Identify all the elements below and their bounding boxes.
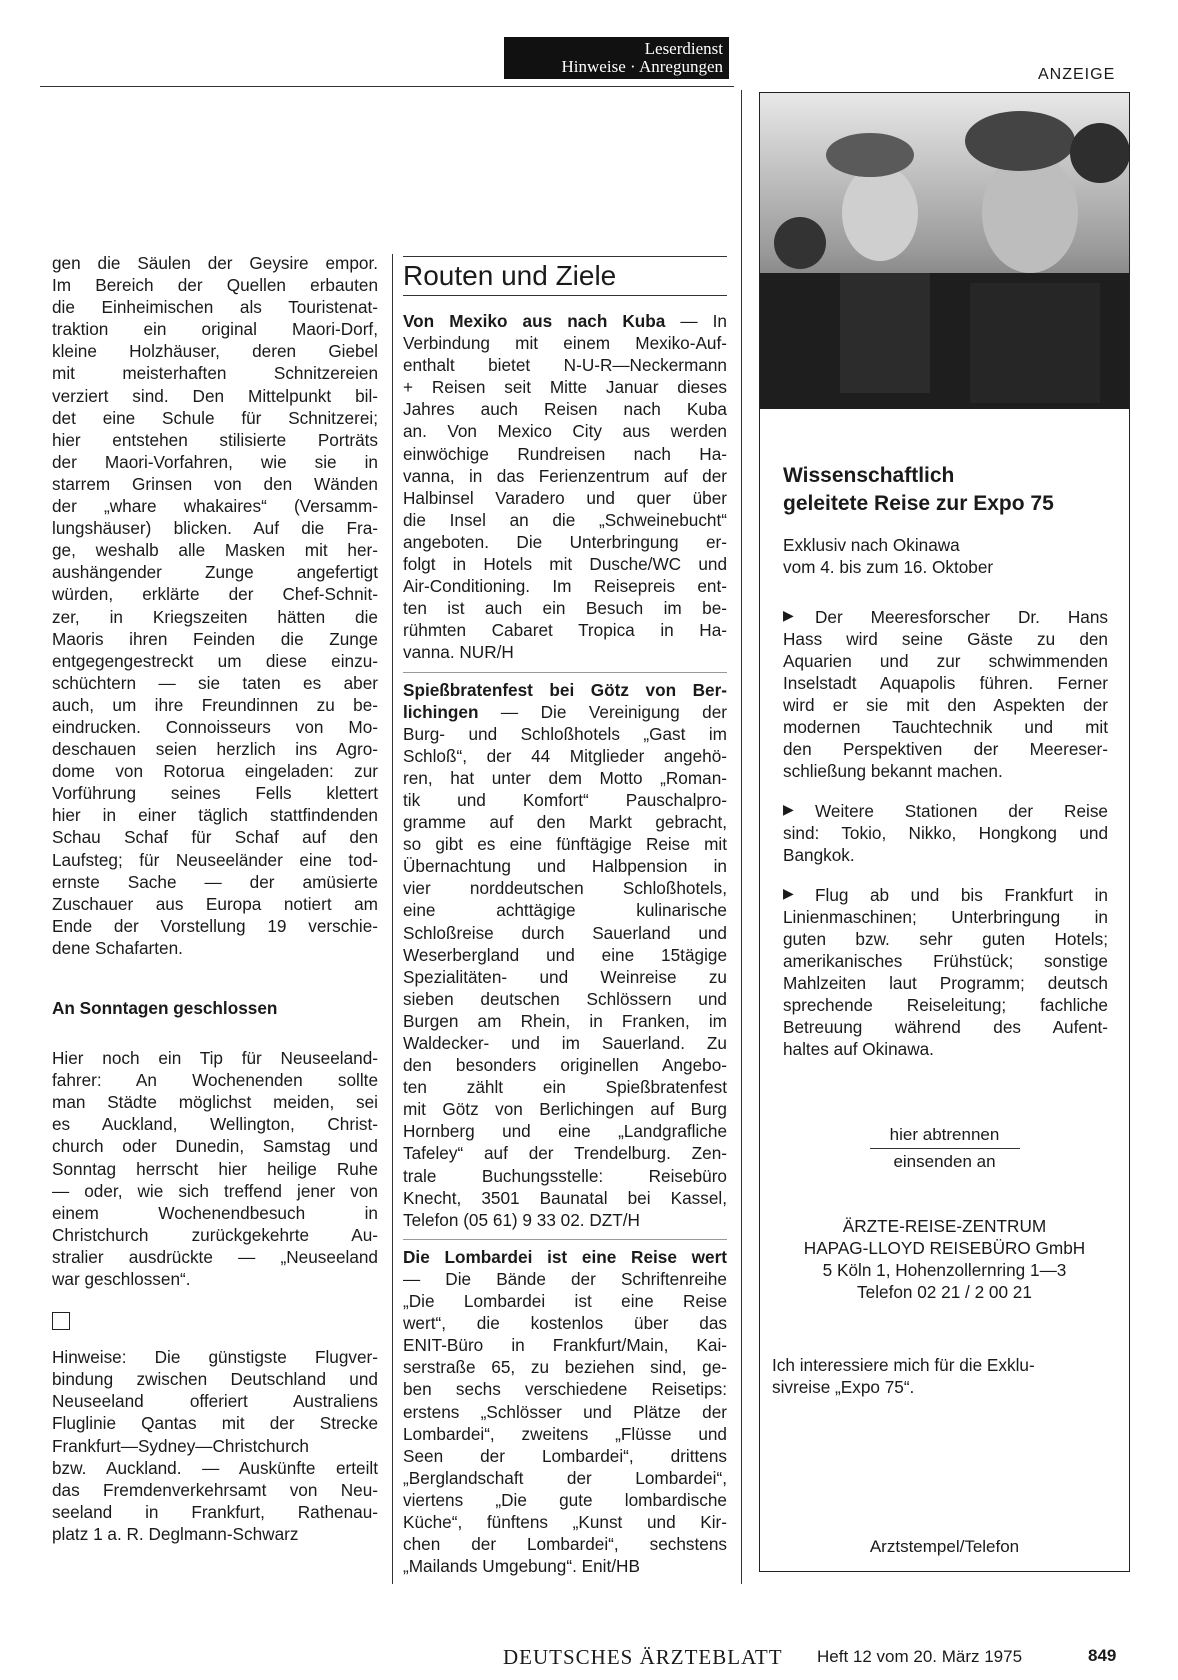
text-line: erstens „Schlösser und Plätze der bbox=[403, 1401, 727, 1422]
text-line: enthalt bietet N-U-R—Neckermann bbox=[403, 355, 727, 376]
text-line: platz 1 a. R. Deglmann-Schwarz bbox=[52, 1523, 299, 1544]
text-line: aushängender Zunge angefertigt bbox=[52, 562, 378, 583]
header-rule bbox=[40, 86, 734, 87]
text-line: Hornberg und eine „Landgrafliche bbox=[403, 1121, 727, 1142]
divers-photo-image bbox=[760, 93, 1129, 409]
text-line: traktion ein original Maori-Dorf, bbox=[52, 319, 378, 340]
text-line: Im Bereich der Quellen erbauten bbox=[52, 275, 378, 296]
interest-line-2: sivreise „Expo 75“. bbox=[772, 1377, 915, 1397]
coupon-interest bbox=[772, 1354, 1112, 1398]
text-line: Übernachtung und Halbpension in bbox=[403, 856, 727, 877]
text-line: Verbindung mit einem Mexiko-Auf- bbox=[403, 333, 727, 354]
text-line: trale Buchungsstelle: Reisebüro bbox=[403, 1165, 727, 1186]
article-spiessbratenfest bbox=[403, 679, 727, 1231]
text-line: der „whare whakaires“ (Versamm- bbox=[52, 496, 378, 517]
text-line: sind: Tokio, Nikko, Hongkong und bbox=[783, 823, 1108, 843]
text-line: serstraße 65, zu beziehen sind, ge- bbox=[403, 1357, 727, 1378]
text-line: das Fremdenverkehrsamt von Neu- bbox=[52, 1479, 378, 1500]
text-line: church oder Dunedin, Samstag und bbox=[52, 1136, 378, 1157]
triangle-bullet-icon: ▶ bbox=[783, 607, 794, 623]
text-line: Burgen am Rhein, in Franken, im bbox=[403, 1010, 727, 1031]
ad-bullet-2 bbox=[783, 800, 1108, 866]
text-line: Laufsteg; für Neuseeländer eine tod- bbox=[52, 849, 378, 870]
ad-headline-2: geleitete Reise zur Expo 75 bbox=[783, 492, 1054, 515]
text-line: lungshäuser) blicken. Auf die Fra- bbox=[52, 518, 378, 539]
text-line: entgegengestreckt um diese einzu- bbox=[52, 650, 378, 671]
ad-subtitle-1: Exklusiv nach Okinawa bbox=[783, 535, 960, 555]
section-label bbox=[504, 37, 729, 79]
text-line: eine achttägige kulinarische bbox=[403, 900, 727, 921]
text-line: deschauen seien herzlich ins Agro- bbox=[52, 739, 378, 760]
end-mark-box bbox=[52, 1312, 70, 1330]
text-line: ge, weshalb alle Masken mit her- bbox=[52, 540, 378, 561]
cut-here-label: hier abtrennen bbox=[889, 1125, 1000, 1144]
text-line: einem Wochenendbesuch in bbox=[52, 1202, 378, 1223]
text-line: Hinweise: Die günstigste Flugver- bbox=[52, 1347, 378, 1368]
text-line: es Auckland, Wellington, Christ- bbox=[52, 1114, 378, 1135]
text-line: tik und Komfort“ Pauschalpro- bbox=[403, 789, 727, 810]
text-line: ernste Sache — der amüsierte bbox=[52, 871, 378, 892]
address-line-2: HAPAG-LLOYD REISEBÜRO GmbH bbox=[803, 1238, 1086, 1258]
text-line: „Mailands Umgebung“. Enit/HB bbox=[403, 1556, 640, 1577]
address-line-4: Telefon 02 21 / 2 00 21 bbox=[857, 1282, 1032, 1302]
text-line: Schau Schaf für Schaf auf den bbox=[52, 827, 378, 848]
text-line: seeland in Frankfurt, Rathenau- bbox=[52, 1501, 378, 1522]
section-label-line2: Hinweise · Anregungen bbox=[561, 57, 723, 76]
triangle-bullet-icon: ▶ bbox=[783, 801, 794, 817]
text-line: Aquarien und zur schwimmenden bbox=[783, 651, 1108, 671]
text-line: Die Lombardei ist eine Reise wert bbox=[403, 1246, 727, 1267]
text-line: ENIT-Büro in Frankfurt/Main, Kai- bbox=[403, 1335, 727, 1356]
issue-info: Heft 12 vom 20. März 1975 bbox=[817, 1647, 1023, 1666]
ad-bullet-3 bbox=[783, 884, 1108, 1060]
text-line: guten bzw. sehr guten Hotels; bbox=[783, 929, 1108, 949]
text-line: stralier ausdrückte — „Neuseeland bbox=[52, 1246, 378, 1267]
coupon-cut-line bbox=[760, 1124, 1129, 1173]
text-line: modernen Tauchtechnik und mit bbox=[783, 717, 1108, 737]
ad-bullet-1 bbox=[783, 606, 1108, 782]
text-line: sieben deutschen Schlössern und bbox=[403, 988, 727, 1009]
text-line: vier norddeutschen Schloßhotels, bbox=[403, 878, 727, 899]
column-divider bbox=[392, 254, 393, 1584]
text-line: Linienmaschinen; Unterbringung in bbox=[783, 907, 1108, 927]
text-line: Hier noch ein Tip für Neuseeland- bbox=[52, 1048, 378, 1069]
text-line: kleine Holzhäuser, deren Giebel bbox=[52, 341, 378, 362]
text-line: det eine Schule für Schnitzerei; bbox=[52, 407, 378, 428]
triangle-bullet-icon: ▶ bbox=[783, 885, 794, 901]
text-line: Hass wird seine Gäste zu den bbox=[783, 629, 1108, 649]
text-line: folgt in Hotels mit Dusche/WC und bbox=[403, 554, 727, 575]
text-line: — Die Bände der Schriftenreihe bbox=[403, 1268, 727, 1289]
advertisement-label: ANZEIGE bbox=[1038, 66, 1116, 83]
ad-subtitle-2: vom 4. bis zum 16. Oktober bbox=[783, 557, 994, 577]
text-line: haltes auf Okinawa. bbox=[783, 1039, 934, 1059]
coupon-address bbox=[760, 1215, 1129, 1303]
text-line: verziert sind. Den Mittelpunkt bil- bbox=[52, 385, 378, 406]
text-line: der Maori-Vorfahren, wie sie in bbox=[52, 451, 378, 472]
text-line: wert“, die kostenlos über das bbox=[403, 1313, 727, 1334]
text-line: angeboten. Die Unterbringung er- bbox=[403, 531, 727, 552]
address-line-1: ÄRZTE-REISE-ZENTRUM bbox=[842, 1216, 1047, 1236]
text-line: Von Mexiko aus nach Kuba — In bbox=[403, 311, 727, 331]
text-line: Spezialitäten- und Weinreise zu bbox=[403, 966, 727, 987]
text-line: den Perspektiven der Meereser- bbox=[783, 739, 1108, 759]
article-hints bbox=[52, 1346, 378, 1545]
text-line: Vorführung seines Fells klettert bbox=[52, 783, 378, 804]
text-line: Knecht, 3501 Baunatal bei Kassel, bbox=[403, 1187, 727, 1208]
text-line: Küche“, fünftens „Kunst und Kir- bbox=[403, 1511, 727, 1532]
text-line: vanna, in das Ferienzentrum auf der bbox=[403, 465, 727, 486]
text-line: Mahlzeiten laut Programm; deutsch bbox=[783, 973, 1108, 993]
text-line: wird er sie mit den Aspekten der bbox=[783, 695, 1108, 715]
ad-bullet-2-text bbox=[783, 800, 1108, 866]
journal-title: DEUTSCHES ÄRZTEBLATT bbox=[503, 1645, 783, 1669]
text-line: bindung zwischen Deutschland und bbox=[52, 1369, 378, 1390]
column-middle bbox=[403, 256, 727, 1577]
text-line: schüchtern — sie taten es aber bbox=[52, 672, 378, 693]
text-line: amerikanisches Frühstück; sonstige bbox=[783, 951, 1108, 971]
text-line: Flug ab und bis Frankfurt in bbox=[815, 885, 1108, 905]
text-line: starrem Grinsen von den Wänden bbox=[52, 473, 378, 494]
text-line: ren, hat unter dem Motto „Roman- bbox=[403, 767, 727, 788]
ad-bullet-1-text bbox=[783, 606, 1108, 782]
text-line: fahrer: An Wochenenden sollte bbox=[52, 1070, 378, 1091]
text-line: vanna. NUR/H bbox=[403, 642, 514, 663]
address-line-3: 5 Köln 1, Hohenzollernring 1—3 bbox=[822, 1260, 1067, 1280]
interest-line-1: Ich interessiere mich für die Exklu- bbox=[772, 1355, 1035, 1375]
text-line: Schloß“, der 44 Mitglieder angehö- bbox=[403, 745, 727, 766]
article-kuba bbox=[403, 310, 727, 664]
text-line: chen der Lombardei“, sechstens bbox=[403, 1534, 727, 1555]
column-left bbox=[52, 252, 378, 1545]
text-line: zer, in Kriegszeiten hätten die bbox=[52, 606, 378, 627]
doctor-stamp-label: Arztstempel/Telefon bbox=[869, 1537, 1020, 1556]
text-line: + Reisen seit Mitte Januar dieses bbox=[403, 377, 727, 398]
page-number: 849 bbox=[1088, 1646, 1117, 1665]
section-title: Routen und Ziele bbox=[403, 260, 617, 291]
text-line: ben sechs verschiedene Reisetips: bbox=[403, 1379, 727, 1400]
text-line: man Städte möglichst meiden, sei bbox=[52, 1092, 378, 1113]
text-line: war geschlossen“. bbox=[52, 1269, 191, 1290]
text-line: ten zählt ein Spießbratenfest bbox=[403, 1077, 727, 1098]
text-line: hier in einer täglich stattfindenden bbox=[52, 805, 378, 826]
text-line: Waldecker- und im Sauerland. Zu bbox=[403, 1033, 727, 1053]
section-heading: An Sonntagen geschlossen bbox=[52, 998, 278, 1018]
text-line: Frankfurt—Sydney—Christchurch bbox=[52, 1435, 309, 1456]
article-lombardei bbox=[403, 1246, 727, 1577]
text-line: Betreuung während des Aufent- bbox=[783, 1017, 1108, 1037]
text-line: Bangkok. bbox=[783, 845, 855, 865]
text-line: Ende der Vorstellung 19 verschie- bbox=[52, 915, 378, 936]
text-line: „Die Lombardei ist eine Reise bbox=[403, 1291, 727, 1312]
text-line: rühmten Cabaret Tropica in Ha- bbox=[403, 620, 727, 641]
text-line: an. Von Mexico City aus werden bbox=[403, 421, 727, 442]
text-line: mit meisterhaften Schnitzereien bbox=[52, 363, 378, 384]
text-line: die Einheimischen als Touristenat- bbox=[52, 297, 378, 318]
text-line: Weserbergland und eine 15tägige bbox=[403, 944, 727, 965]
text-line: gen die Säulen der Geysire empor. bbox=[52, 253, 378, 273]
article-continuation bbox=[52, 252, 378, 959]
text-line: lichingen — Die Vereinigung der bbox=[403, 701, 727, 722]
text-line: — oder, wie sich treffend jener von bbox=[52, 1180, 378, 1201]
text-line: die Insel an die „Schweinebucht“ bbox=[403, 509, 727, 530]
text-line: Zuschauer aus Europa notiert am bbox=[52, 893, 378, 914]
text-line: den besonders originellen Angebo- bbox=[403, 1055, 727, 1076]
text-line: sprechende Reiseleitung; fachliche bbox=[783, 995, 1108, 1015]
text-line: Burg- und Schloßhotels „Gast im bbox=[403, 723, 727, 744]
text-line: dene Schafarten. bbox=[52, 937, 183, 958]
text-line: würden, erklärte der Chef-Schnit- bbox=[52, 584, 378, 605]
text-line: Sonntag herrscht hier heilige Ruhe bbox=[52, 1158, 378, 1179]
text-line: Der Meeresforscher Dr. Hans bbox=[815, 607, 1108, 627]
text-line: hier entstehen stilisierte Porträts bbox=[52, 429, 378, 450]
text-line: gramme auf den Markt gebracht, bbox=[403, 812, 727, 833]
text-line: Weitere Stationen der Reise bbox=[815, 801, 1108, 821]
text-line: Air-Conditioning. Im Reisepreis ent- bbox=[403, 576, 727, 597]
article-sunday bbox=[52, 1047, 378, 1290]
send-to-label: einsenden an bbox=[893, 1152, 996, 1171]
text-line: bzw. Auckland. — Auskünfte erteilt bbox=[52, 1457, 378, 1478]
text-line: schließung bekannt machen. bbox=[783, 761, 1003, 781]
divers-photo bbox=[760, 93, 1129, 409]
text-line: Telefon (05 61) 9 33 02. DZT/H bbox=[403, 1209, 640, 1230]
text-line: Seen der Lombardei“, drittens bbox=[403, 1445, 727, 1466]
text-line: Tafeley“ auf der Trendelburg. Zen- bbox=[403, 1143, 727, 1164]
text-line: Christchurch zurückgekehrte Au- bbox=[52, 1224, 378, 1245]
text-line: Inselstadt Aquapolis führen. Ferner bbox=[783, 673, 1108, 693]
text-line: Lombardei“, zweitens „Flüsse und bbox=[403, 1423, 727, 1444]
text-line: Neuseeland offeriert Australiens bbox=[52, 1391, 378, 1412]
text-line: dome von Rotorua eingeladen: zur bbox=[52, 761, 378, 782]
text-line: mit Götz von Berlichingen auf Burg bbox=[403, 1099, 727, 1120]
ad-bullet-3-text bbox=[783, 884, 1108, 1060]
text-line: Maoris ihren Feinden die Zunge bbox=[52, 628, 378, 649]
text-line: Jahres auch Reisen nach Kuba bbox=[403, 399, 727, 420]
text-line: ten ist auch ein Besuch im be- bbox=[403, 598, 727, 619]
text-line: viertens „Die gute lombardische bbox=[403, 1489, 727, 1510]
ad-content bbox=[783, 462, 1108, 1060]
text-line: so gibt es eine fünftägige Reise mit bbox=[403, 834, 727, 855]
text-line: Fluglinie Qantas mit der Strecke bbox=[52, 1413, 378, 1434]
ad-headline-1: Wissenschaftlich bbox=[783, 464, 955, 487]
text-line: Spießbratenfest bei Götz von Ber- bbox=[403, 679, 727, 700]
text-line: Schloßreise durch Sauerland und bbox=[403, 922, 727, 943]
text-line: Halbinsel Varadero und quer über bbox=[403, 487, 727, 508]
text-line: eindrucken. Connoisseurs von Mo- bbox=[52, 716, 378, 737]
section-label-line1: Leserdienst bbox=[644, 39, 723, 58]
text-line: „Berglandschaft der Lombardei“, bbox=[403, 1467, 727, 1488]
column-divider-right bbox=[741, 90, 742, 1584]
text-line: einwöchige Rundreisen nach Ha- bbox=[403, 443, 727, 464]
text-line: auch, um ihre Freundinnen zu be- bbox=[52, 694, 378, 715]
